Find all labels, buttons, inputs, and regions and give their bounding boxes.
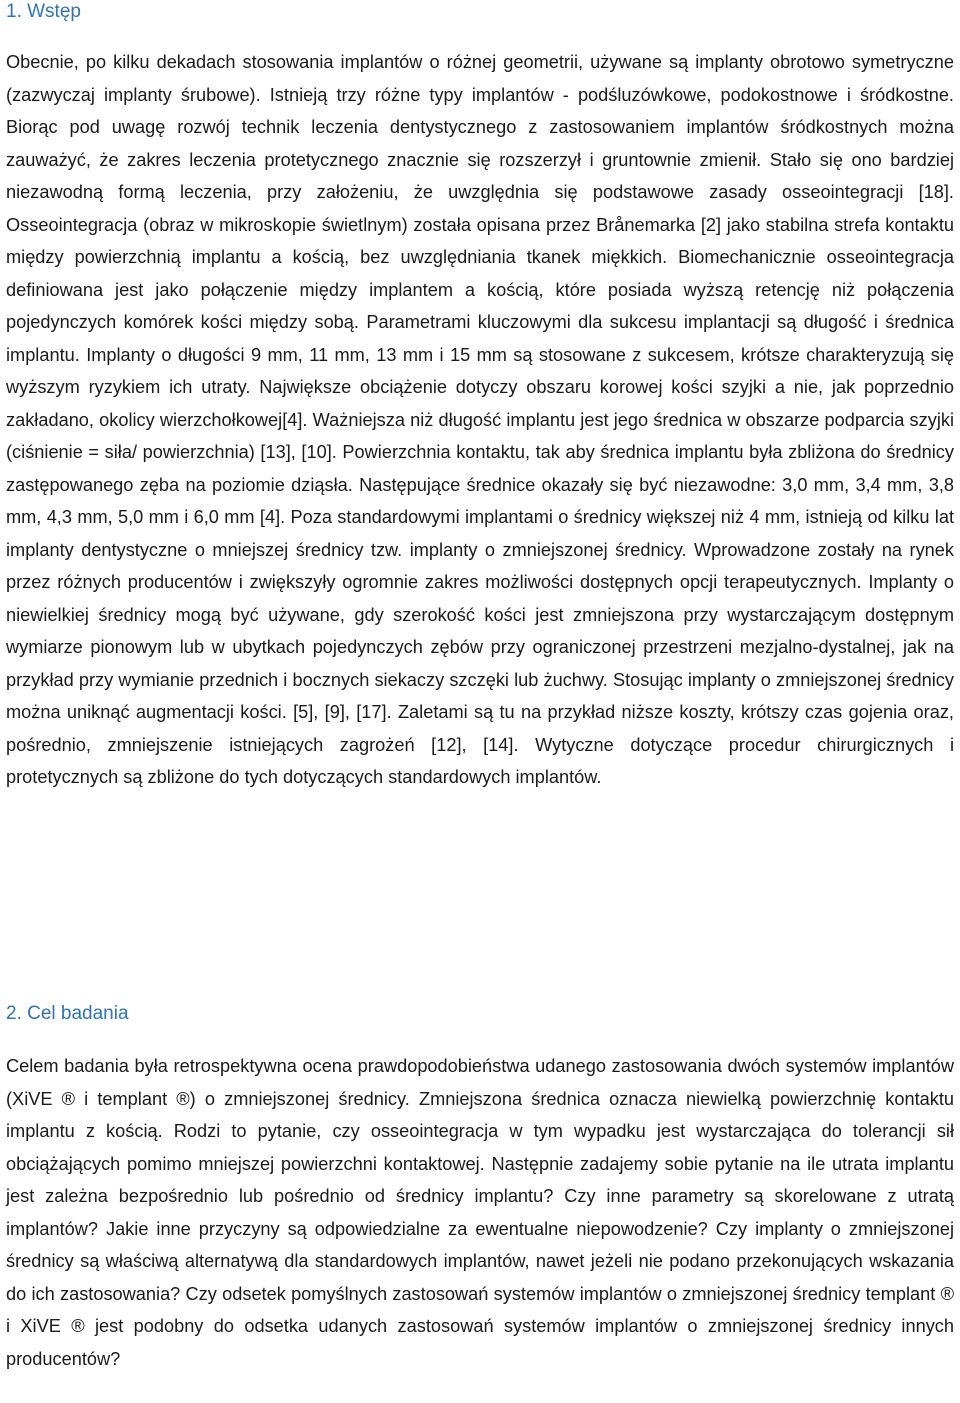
introduction-paragraph: Obecnie, po kilku dekadach stosowania implantów o różnej geometrii, używane są implanty obrotowo symetryczne (zazwyczaj implanty śrubowe). Istnieją trzy różne typy implantów - podśluzówkowe, podokostnowe i śródkostne. Biorąc pod uwagę rozwój technik leczenia dentystycznego z zastosowaniem implantów śródkostnych można zauważyć, że zakres leczenia protetycznego znacznie się rozszerzył i gruntownie zmienił. Stało się ono bardziej niezawodną formą leczenia, przy założeniu, że uwzględnia się podstawowe zasady osseointegracji [18]. Osseointegracja (obraz w mikroskopie świetlnym) została opisana przez Brånemarka [2] jako stabilna strefa kontaktu między powierzchnią implantu a kością, bez uwzględniania tkanek miękkich. Biomechanicznie osseointegracja definiowana jest jako połączenie między implantem a kością, które posiada wyższą retencję niż połączenia pojedynczych komórek kości między sobą. Parametrami kluczowymi dla sukcesu implantacji są długość i średnica implantu. Implanty o długości 9 mm, 11 mm, 13 mm i 15 mm są stosowane z sukcesem, krótsze charakteryzują się wyższym ryzykiem ich utraty. Największe obciążenie dotyczy obszaru korowej kości szyjki a nie, jak poprzednio zakładano, okolicy wierzchołkowej[4]. Ważniejsza niż długość implantu jest jego średnica w obszarze podparcia szyjki (ciśnienie = siła/ powierzchnia) [13], [10]. Powierzchnia kontaktu, tak aby średnica implantu była zbliżona do średnicy zastępowanego zęba na poziomie dziąsła. Następujące średnice okazały się być niezawodne: 3,0 mm, 3,4 mm, 3,8 mm, 4,3 mm, 5,0 mm i 6,0 mm [4]. Poza standardowymi implantami o średnicy większej niż 4 mm, istnieją od kilku lat implanty dentystyczne o mniejszej średnicy tzw. implanty o zmniejszonej średnicy. Wprowadzone zostały na rynek przez różnych producentów i zwiększyły ogromnie zakres możliwości dostępnych opcji terapeutycznych. Implanty o niewielkiej średnicy mogą być używane, gdy szerokość kości jest zmniejszona przy wystarczającym dostępnym wymiarze pionowym lub w ubytkach pojedynczych zębów przy ograniczonej przestrzeni mezjalno-dystalnej, jak na przykład przy wymianie przednich i bocznych siekaczy szczęki lub żuchwy. Stosując implanty o zmniejszonej średnicy można uniknąć augmentacji kości. [5], [9], [17]. Zaletami są tu na przykład niższe koszty, krótszy czas gojenia oraz, pośrednio, zmniejszenie istniejących zagrożeń [12], [14]. Wytyczne dotyczące procedur chirurgicznych i protetycznych są zbliżone do tych dotyczących standardowych implantów. bbox=[6, 52, 954, 787]
study-aim-paragraph: Celem badania była retrospektywna ocena prawdopodobieństwa udanego zastosowania dwóch systemów implantów (XiVE ® i templant ®) o zmniejszonej średnicy. Zmniejszona średnica oznacza niewielką powierzchnię kontaktu implantu z kością. Rodzi to pytanie, czy osseointegracja w tym wypadku jest wystarczająca do tolerancji sił obciążających pomimo mniejszej powierzchni kontaktowej. Następnie zadajemy sobie pytanie na ile utrata implantu jest zależna bezpośrednio lub pośrednio od średnicy implantu? Czy inne parametry są skorelowane z utratą implantów? Jakie inne przyczyny są odpowiedzialne za ewentualne niepowodzenie? Czy implanty o zmniejszonej średnicy są właściwą alternatywą dla standardowych implantów, nawet jeżeli nie podano przekonujących wskazania do ich zastosowania? Czy odsetek pomyślnych zastosowań systemów implantów o zmniejszonej średnicy templant ® i XiVE ® jest podobny do odsetka udanych zastosowań systemów implantów o zmniejszonej średnicy innych producentów? bbox=[6, 1056, 954, 1369]
section-heading-introduction: 1. Wstęp bbox=[6, 1, 81, 22]
section-heading-study-aim: 2. Cel badania bbox=[6, 1003, 129, 1024]
